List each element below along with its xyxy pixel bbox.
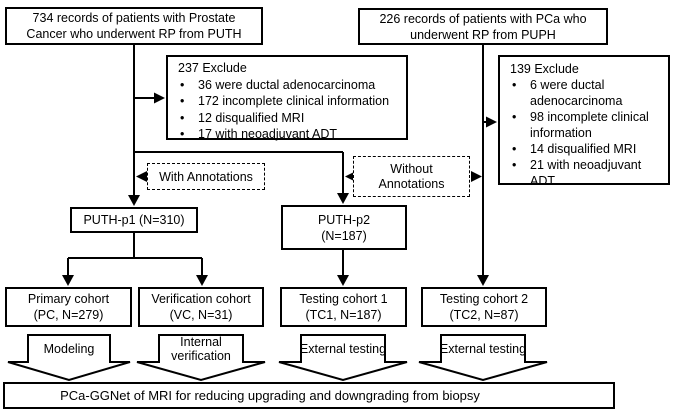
source-puph-line2: underwent RP from PUPH xyxy=(410,27,556,42)
arrowhead-puth-p2-icon xyxy=(337,193,349,204)
exclude-puph-item-4-text: 21 with neoadjuvant ADT xyxy=(530,158,642,188)
bullet-icon: • xyxy=(512,110,517,124)
exclude-puph-item-2-text: 98 incomplete clinical information xyxy=(530,110,649,140)
exclude-puph-title: 139 Exclude xyxy=(510,62,579,76)
exclude-puth-item-4 xyxy=(178,126,337,143)
exclude-puph-item-4 xyxy=(510,157,664,189)
puth-p2-line1: PUTH-p2 xyxy=(317,212,371,227)
testing-cohort-2-line1: Testing cohort 2 xyxy=(439,292,529,306)
puth-p1-label: PUTH-p1 (N=310) xyxy=(83,213,185,227)
source-puth-line2: Cancer who underwent RP from PUTH xyxy=(26,27,242,41)
banner-label-external-testing-1: External testing xyxy=(299,341,387,356)
bullet-icon: • xyxy=(512,158,517,172)
arrowhead-with-annotations-icon xyxy=(136,171,147,182)
testing-cohort-2-box xyxy=(421,287,547,327)
exclude-puph-item-1-text: 6 were ductal adenocarcinoma xyxy=(530,78,623,108)
outcome-label: PCa-GGNet of MRI for reducing upgrading and downgrading from biopsy xyxy=(60,388,480,403)
exclude-puph-item-1 xyxy=(510,77,664,109)
exclude-puth-title: 237 Exclude xyxy=(178,61,247,75)
arrowhead-without-annotations-right-icon xyxy=(471,171,482,182)
testing-cohort-1-line1: Testing cohort 1 xyxy=(299,292,388,306)
exclude-puph-item-2 xyxy=(510,109,664,141)
bullet-icon: • xyxy=(512,78,517,92)
source-box-puph xyxy=(358,8,608,45)
bullet-icon: • xyxy=(180,77,185,92)
arrowhead-verification-icon xyxy=(196,275,208,286)
exclude-puth-item-2 xyxy=(178,93,389,110)
arrowhead-primary-icon xyxy=(62,275,74,286)
arrowhead-puth-p1-icon xyxy=(128,195,140,206)
without-annotations-label: Without Annotations xyxy=(378,161,445,191)
exclude-puth-item-4-text: 17 with neoadjuvant ADT xyxy=(198,127,337,141)
line-split-p1 xyxy=(68,232,202,276)
verification-cohort-line2: (VC, N=31) xyxy=(169,308,233,322)
source-puph-line1: 226 records of patients with PCa who xyxy=(379,11,587,26)
arrowhead-exclude-puph-icon xyxy=(486,117,497,128)
exclude-box-puph xyxy=(498,55,670,188)
banner-label-external-testing-2: External testing xyxy=(439,341,527,356)
arrowhead-tc1-icon xyxy=(337,275,349,286)
testing-cohort-1-line2: (TC1, N=187) xyxy=(305,308,382,322)
exclude-puth-item-3 xyxy=(178,110,304,127)
arrowhead-exclude-puth-icon xyxy=(154,93,165,104)
exclude-puph-item-3 xyxy=(510,141,636,157)
exclude-puth-item-1 xyxy=(178,77,375,94)
bullet-icon: • xyxy=(512,142,517,156)
banner-label-internal-verification: Internal verification xyxy=(171,334,231,363)
without-annotations-box xyxy=(353,156,470,197)
exclude-puth-item-2-text: 172 incomplete clinical information xyxy=(198,94,390,108)
verification-cohort-line1: Verification cohort xyxy=(151,292,251,306)
exclude-puth-item-3-text: 12 disqualified MRI xyxy=(198,110,305,125)
testing-cohort-1-box xyxy=(280,287,407,327)
puth-p2-box xyxy=(281,205,407,250)
verification-cohort-box xyxy=(138,287,264,327)
banner-label-modeling: Modeling xyxy=(43,341,95,356)
primary-cohort-line1: Primary cohort xyxy=(27,292,110,306)
puth-p2-line2: (N=187) xyxy=(321,228,367,243)
with-annotations-box xyxy=(147,163,265,190)
bullet-icon: • xyxy=(180,94,185,108)
source-puth-line1: 734 records of patients with Prostate xyxy=(32,11,236,25)
outcome-box xyxy=(3,382,615,409)
puth-p1-box xyxy=(70,207,198,233)
exclude-puph-item-3-text: 14 disqualified MRI xyxy=(530,142,637,156)
testing-cohort-2-line2: (TC2, N=87) xyxy=(449,308,519,322)
source-box-puth xyxy=(5,7,263,45)
exclude-box-puth xyxy=(166,55,408,140)
bullet-icon: • xyxy=(180,110,185,125)
arrowhead-tc2-icon xyxy=(477,275,489,286)
exclude-puth-item-1-text: 36 were ductal adenocarcinoma xyxy=(198,77,376,92)
with-annotations-label: With Annotations xyxy=(159,169,253,184)
primary-cohort-box xyxy=(5,287,132,327)
primary-cohort-line2: (PC, N=279) xyxy=(33,308,104,322)
bullet-icon: • xyxy=(180,127,185,141)
